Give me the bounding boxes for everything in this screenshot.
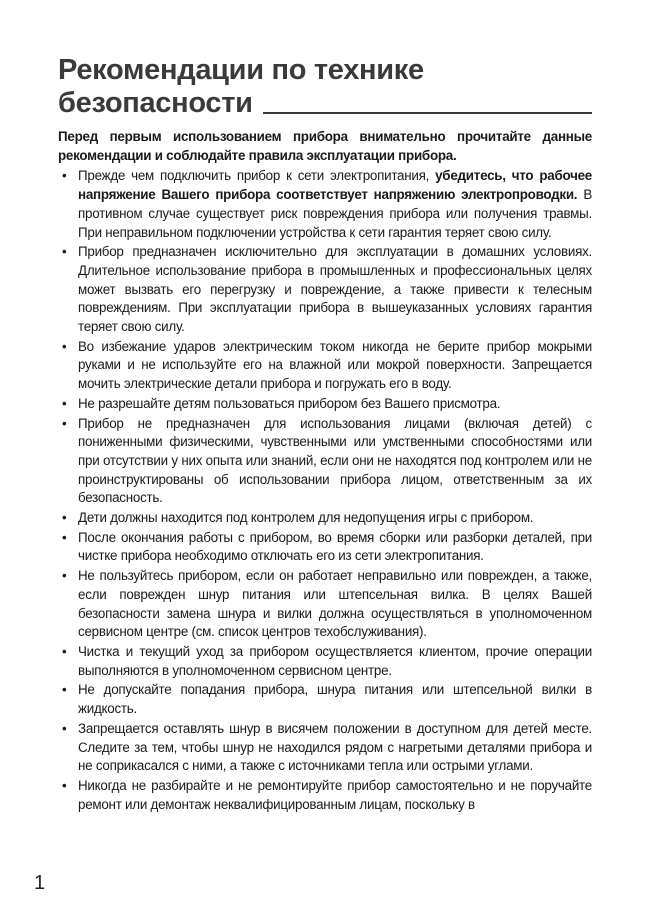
intro-paragraph: Перед первым использованием прибора внимательно прочитайте данные рекомендации и соблюдайте правила эксплуатации прибора. bbox=[58, 129, 592, 163]
page-title bbox=[58, 54, 592, 120]
list-item bbox=[58, 681, 592, 718]
list-item bbox=[58, 395, 592, 414]
bullet-icon: • bbox=[62, 720, 67, 736]
bullet-icon: • bbox=[62, 415, 67, 431]
item-text: Не допускайте попадания прибора, шнура питания или штепсельной вилки в жидкость. bbox=[78, 682, 592, 717]
item-text: Не пользуйтесь прибором, если он работает неправильно или поврежден, а также, если поврежден шнур питания или штепсельная вилка. В целях Вашей безопасности замена шнура и вилки должна осуществляться в уполномоченном сервисном центре (см. список центров техобслуживания). bbox=[78, 568, 592, 640]
list-item bbox=[58, 720, 592, 776]
item-text: Дети должны находится под контролем для недопущения игры с прибором. bbox=[78, 510, 534, 526]
safety-list-continued bbox=[58, 243, 592, 814]
bullet-icon: • bbox=[62, 682, 67, 698]
item-text: После окончания работы с прибором, во время сборки или разборки деталей, при чистке прибора необходимо отключать его из сети электропитания. bbox=[78, 529, 592, 564]
item-text: Чистка и текущий уход за прибором осуществляется клиентом, прочие операции выполняются в уполномоченном сервисном центре. bbox=[78, 643, 592, 678]
item-text: Прибор не предназначен для использования лицами (включая детей) с пониженными физическими, чувственными или умственными способностями или при отсутствии у них опыта или знаний, если они не находятся под контролем или не проинструктированы об использовании прибора лицом, ответственным за их безопасность. bbox=[78, 415, 592, 506]
bullet-icon: • bbox=[62, 643, 67, 659]
item-bold-text: убедитесь, что рабочее напряжение Вашего прибора соответствует напряжению электропроводки. bbox=[78, 168, 592, 203]
list-item bbox=[58, 509, 592, 528]
list-item bbox=[58, 777, 592, 814]
item-text: Во избежание ударов электрическим током никогда не берите прибор мокрыми руками и не используйте его на влажной или мокрой поверхности. Запрещается мочить электрические детали прибора и погружать его в воду. bbox=[78, 338, 592, 392]
bullet-icon: • bbox=[62, 510, 67, 526]
list-item bbox=[58, 415, 592, 509]
bullet-icon: • bbox=[62, 168, 67, 184]
item-text: Никогда не разбирайте и не ремонтируйте прибор самостоятельно и не поручайте ремонт или демонтаж неквалифицированным лицам, поскольку в bbox=[78, 777, 592, 812]
bullet-icon: • bbox=[62, 568, 67, 584]
safety-list bbox=[58, 167, 592, 242]
bullet-icon: • bbox=[62, 244, 67, 260]
title-line-1: Рекомендации по технике bbox=[58, 54, 424, 86]
item-text: Не разрешайте детям пользоваться прибором без Вашего присмотра. bbox=[78, 395, 501, 411]
list-item bbox=[58, 167, 592, 242]
list-item bbox=[58, 529, 592, 566]
item-text: Прежде чем подключить прибор к сети электропитания, bbox=[78, 168, 436, 184]
page-number: 1 bbox=[34, 872, 46, 894]
bullet-icon: • bbox=[62, 529, 67, 545]
list-item bbox=[58, 338, 592, 394]
list-item bbox=[58, 243, 592, 337]
bullet-icon: • bbox=[62, 338, 67, 354]
bullet-icon: • bbox=[62, 395, 67, 411]
list-item bbox=[58, 567, 592, 642]
list-item bbox=[58, 643, 592, 680]
title-underline bbox=[263, 112, 592, 114]
item-text: Запрещается оставлять шнур в висячем положении в доступном для детей месте. Следите за тем, чтобы шнур не находился рядом с нагретыми деталями прибора и не соприкасался с ними, а также с источниками тепла или острыми углами. bbox=[78, 720, 592, 774]
bullet-icon: • bbox=[62, 777, 67, 793]
item-text: В противном случае существует риск повреждения прибора или получения травмы. При неправильном подключении устройства к сети гарантия теряет свою силу. bbox=[78, 187, 593, 240]
title-line-2: безопасности bbox=[58, 87, 253, 119]
safety-content bbox=[58, 128, 592, 815]
item-text: Прибор предназначен исключительно для эксплуатации в домашних условиях. Длительное использование прибора в промышленных и профессиональных целях может вызвать его перегрузку и повреждение, а также привести к телесным повреждениям. При эксплуатации прибора в вышеуказанных условиях гарантия теряет свою силу. bbox=[78, 244, 592, 335]
